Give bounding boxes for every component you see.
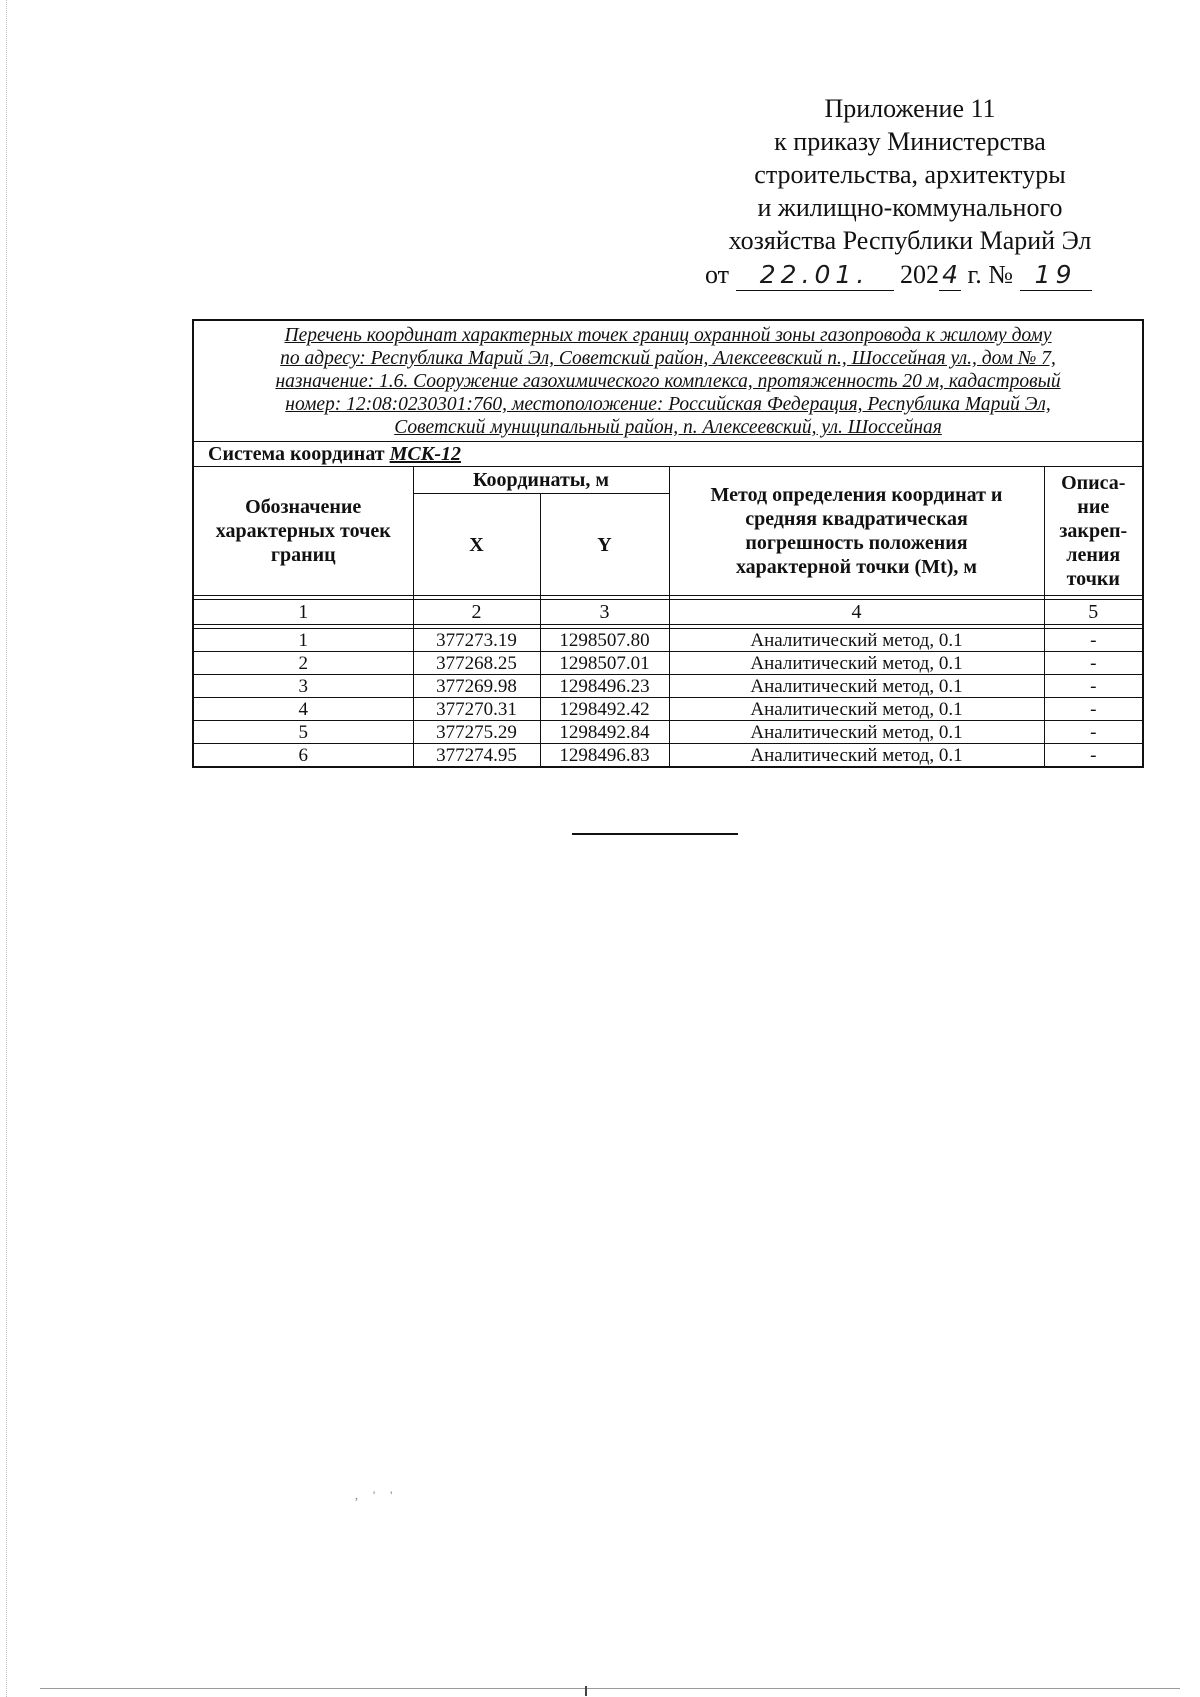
column-number-row	[193, 600, 1143, 625]
coordinate-system	[193, 442, 1143, 467]
y-coordinate: 1298507.80	[540, 629, 669, 652]
end-of-document-rule	[572, 833, 738, 835]
method-value: Аналитический метод, 0.1	[669, 721, 1044, 744]
description-value: -	[1044, 721, 1143, 744]
handwritten-order-number: 19	[1020, 260, 1092, 291]
header-text: характерных точек	[215, 520, 391, 542]
method-value: Аналитический метод, 0.1	[669, 652, 1044, 675]
header-text: характерной точки (Mt), м	[735, 556, 978, 578]
table-row	[193, 744, 1143, 768]
table-row	[193, 675, 1143, 698]
header-method	[669, 467, 1044, 596]
point-number: 1	[193, 629, 413, 652]
header-text: Обозначение	[245, 496, 362, 518]
table-title-line: по адресу: Республика Марий Эл, Советский район, Алексеевский п., Шоссейная ул., дом № 7,	[280, 348, 1056, 369]
table-row	[193, 652, 1143, 675]
handwritten-year-digit: 4	[939, 260, 961, 291]
x-coordinate: 377273.19	[413, 629, 540, 652]
method-value: Аналитический метод, 0.1	[669, 744, 1044, 768]
column-number: 3	[540, 600, 669, 625]
header-text: погрешность положения	[745, 532, 968, 554]
header-text: точки	[1066, 568, 1120, 590]
description-value: -	[1044, 698, 1143, 721]
handwritten-date: 22.01.	[736, 260, 894, 291]
year-prefix: 202	[900, 260, 940, 289]
header-text: закреп-	[1059, 520, 1128, 542]
header-coordinates: Координаты, м	[413, 467, 669, 494]
table-title-line: Советский муниципальный район, п. Алексеевский, ул. Шоссейная	[394, 417, 942, 438]
description-value: -	[1044, 652, 1143, 675]
y-coordinate: 1298492.84	[540, 721, 669, 744]
description-value: -	[1044, 744, 1143, 768]
coordinate-system-label: Система координат	[208, 443, 385, 465]
header-text: ления	[1066, 544, 1121, 566]
coordinate-system-value: МСК-12	[389, 443, 461, 465]
order-number-label: г. №	[967, 260, 1014, 289]
scan-bottom-edge	[40, 1688, 1180, 1689]
x-coordinate: 377268.25	[413, 652, 540, 675]
header-text: ние	[1077, 496, 1110, 518]
table-title-line: назначение: 1.6. Сооружение газохимического комплекса, протяженность 20 м, кадастровый	[275, 371, 1061, 392]
appendix-line: строительства, архитектуры	[754, 160, 1066, 189]
order-date-line	[680, 258, 1140, 291]
scan-artifact-marks: , ' '	[355, 1488, 399, 1502]
header-row-1	[193, 467, 1143, 494]
scan-bottom-tick	[585, 1686, 587, 1696]
table-title-row	[193, 320, 1143, 442]
table-title	[193, 320, 1143, 442]
header-x: X	[413, 494, 540, 596]
method-value: Аналитический метод, 0.1	[669, 698, 1044, 721]
table-row	[193, 721, 1143, 744]
appendix-line: и жилищно-коммунального	[757, 193, 1063, 222]
header-text: средняя квадратическая	[745, 508, 968, 530]
header-text: границ	[270, 544, 336, 566]
method-value: Аналитический метод, 0.1	[669, 629, 1044, 652]
y-coordinate: 1298496.83	[540, 744, 669, 768]
date-prefix: от	[705, 260, 730, 289]
point-number: 6	[193, 744, 413, 768]
column-number: 5	[1044, 600, 1143, 625]
x-coordinate: 377269.98	[413, 675, 540, 698]
table-row	[193, 698, 1143, 721]
description-value: -	[1044, 629, 1143, 652]
table-row	[193, 629, 1143, 652]
appendix-line: Приложение 11	[824, 94, 996, 123]
table-title-line: номер: 12:08:0230301:760, местоположение: Российская Федерация, Республика Марий Эл,	[285, 394, 1051, 415]
x-coordinate: 377275.29	[413, 721, 540, 744]
point-number: 5	[193, 721, 413, 744]
header-point-designation	[193, 467, 413, 596]
x-coordinate: 377274.95	[413, 744, 540, 768]
header-y: Y	[540, 494, 669, 596]
description-value: -	[1044, 675, 1143, 698]
appendix-line: к приказу Министерства	[774, 127, 1046, 156]
coordinate-system-row	[193, 442, 1143, 467]
point-number: 2	[193, 652, 413, 675]
header-text: Метод определения координат и	[710, 484, 1003, 506]
header-description	[1044, 467, 1143, 596]
coordinates-table	[192, 319, 1144, 768]
appendix-header	[680, 92, 1140, 291]
y-coordinate: 1298507.01	[540, 652, 669, 675]
column-number: 1	[193, 600, 413, 625]
column-number: 4	[669, 600, 1044, 625]
table-title-line: Перечень координат характерных точек границ охранной зоны газопровода к жилому дому	[284, 325, 1052, 346]
scan-margin-line	[6, 0, 7, 1697]
appendix-line: хозяйства Республики Марий Эл	[728, 226, 1092, 255]
y-coordinate: 1298492.42	[540, 698, 669, 721]
method-value: Аналитический метод, 0.1	[669, 675, 1044, 698]
point-number: 4	[193, 698, 413, 721]
point-number: 3	[193, 675, 413, 698]
column-number: 2	[413, 600, 540, 625]
header-text: Описа-	[1061, 472, 1126, 494]
y-coordinate: 1298496.23	[540, 675, 669, 698]
x-coordinate: 377270.31	[413, 698, 540, 721]
